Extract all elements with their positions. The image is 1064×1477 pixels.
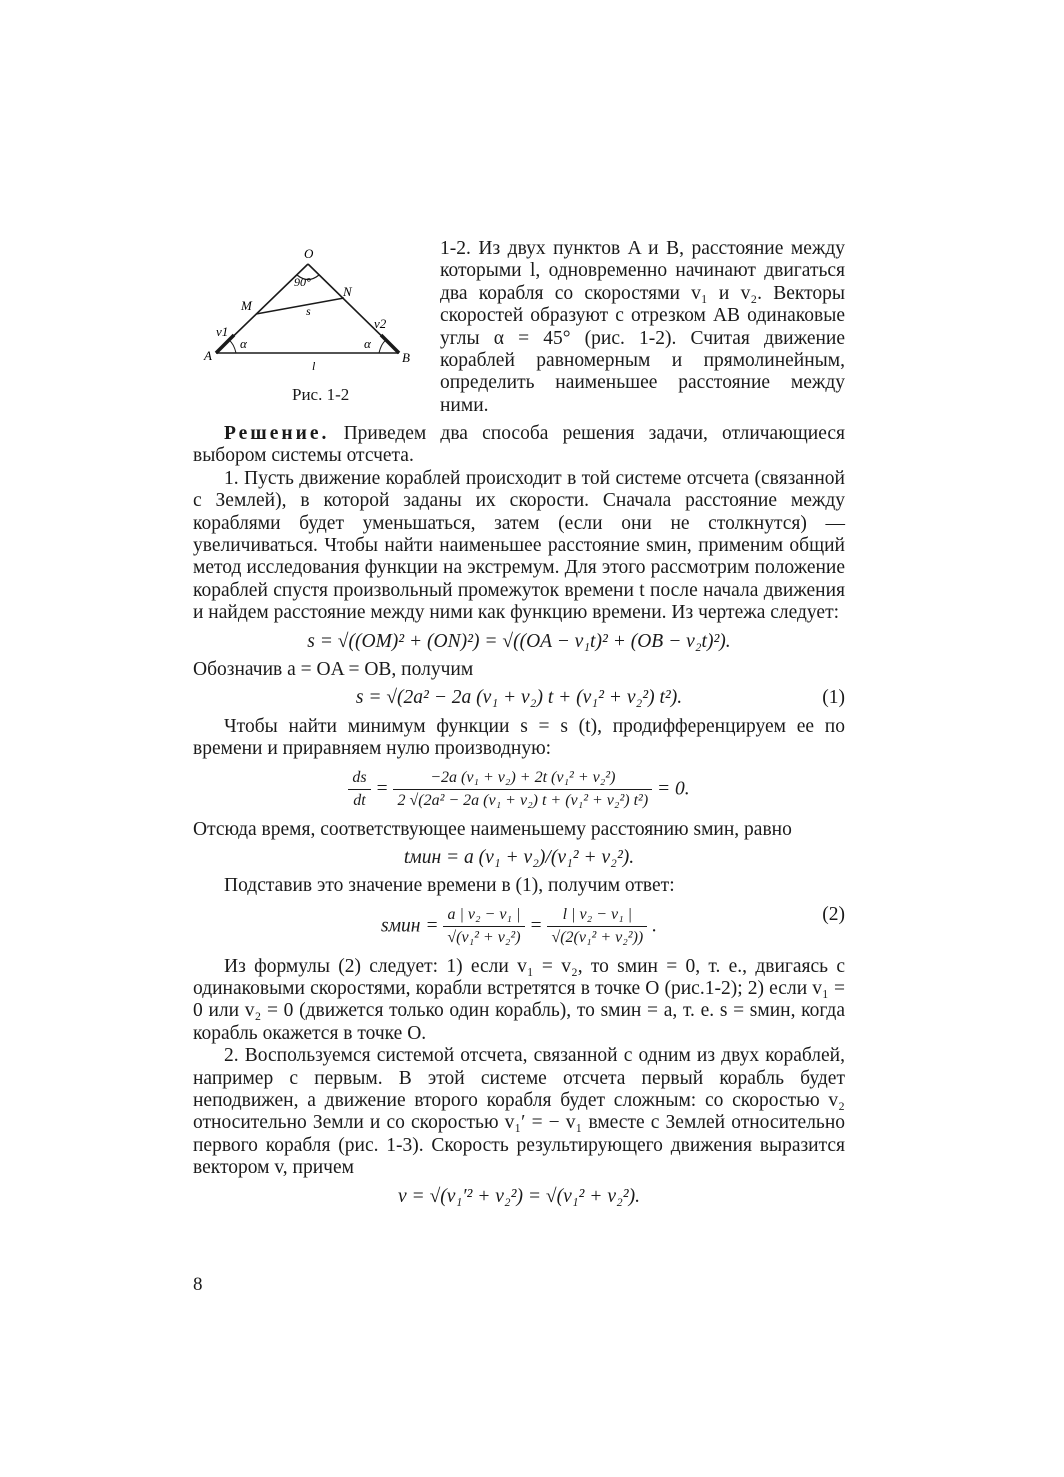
- paragraph-method-2: 2. Воспользуемся системой отсчета, связанной с одним из двух кораблей, например с первым. В этой системе отсчета первый корабль будет неподвижен, а движение второго корабля будет сложным: со скоростью v₂ относительно Земли и со скоростью v₁′ = − v₁ вместе с Землей относительно первого корабля (рис. 1-3). Скорость результирующего движения выразится вектором v, причем: [193, 1045, 845, 1179]
- fraction-derivative: $\frac{\text{−2a (v₁ + v₂) + 2t (v₁² + v₂²)}}{\text{2 √(2a² − 2a (v₁ + v₂) t + (v₁² + v₂²) t²)}}$: [393, 767, 652, 813]
- paragraph-consequences: Из формулы (2) следует: 1) если v₁ = v₂, то sмин = 0, т. е., двигаясь с одинаковыми скоростями, корабли встретятся в точке O (рис.1-2); 2) если v₁ = 0 или v₂ = 0 (движется только один корабль), то sмин = a, т. е. s = sмин, когда корабль окажется в точке O.: [193, 955, 845, 1044]
- label-l: l: [312, 359, 316, 373]
- paragraph-substitute: Подставив это значение времени в (1), получим ответ:: [224, 875, 675, 897]
- label-alpha-left: α: [240, 336, 247, 351]
- angle-arc-a: [229, 340, 236, 353]
- label-angle: 90°: [294, 275, 311, 289]
- figure-1-2: [196, 240, 416, 440]
- label-a: A: [204, 348, 212, 363]
- paragraph-method-1: 1. Пусть движение кораблей происходит в той системе отсчета (связанной с Землей), в которой заданы их скорости. Сначала расстояние между кораблями будет уменьшаться, затем (если они не столкнутся) — увеличиваться. Чтобы найти наименьшее расстояние sмин, применим общий метод исследования функции на экстремум. Для этого рассмотрим положение кораблей спустя произвольный промежуток времени t после начала движения и найдем расстояние между ними как функцию времени. Из чертежа следует:: [193, 467, 845, 624]
- label-n: N: [343, 284, 352, 299]
- fraction-ds-dt: $\frac{ds}{dt}$: [348, 767, 370, 813]
- fraction-answer-a: $\frac{\text{a | v₂ − v₁ |}}{\text{√(v₁² + v₂²)}}$: [443, 904, 524, 950]
- equation-derivative: $\frac{ds}{dt}$ = $\frac{\text{−2a (v₁ + v₂) + 2t (v₁² + v₂²)}}{\text{2 √(2a² − 2a (v₁ + v₂) t + (v₁² + v₂²) t²)}}$ = 0.: [193, 767, 845, 813]
- segment-mn: [256, 298, 344, 314]
- equation-v: v = √(v₁′² + v₂²) = √(v₁² + v₂²).: [398, 1185, 640, 1207]
- label-alpha-right: α: [364, 336, 371, 351]
- vector-v2: [381, 335, 399, 353]
- label-b: B: [402, 350, 410, 365]
- solution-intro: Решение. Приведем два способа решения задачи, отличающиеся выбором системы отсчета.: [193, 423, 845, 467]
- label-m: M: [241, 298, 252, 313]
- equation-number-1: (1): [822, 687, 845, 709]
- equation-t-min: tмин = a (v₁ + v₂)/(v₁² + v₂²).: [403, 846, 635, 868]
- problem-statement: 1-2. Из двух пунктов A и B, расстояние между которыми l, одновременно начинают двигаться два корабля со скоростями v₁ и v₂. Векторы скоростей образуют с отрезком AB одинаковые углы α = 45° (рис. 1-2). Считая движение кораблей равномерным и прямолинейным, определить наименьшее расстояние между ними.: [440, 238, 845, 416]
- page-number: 8: [193, 1274, 203, 1295]
- equation-1: s = √(2a² − 2a (v₁ + v₂) t + (v₁² + v₂²) t²). (1): [355, 687, 845, 709]
- solution-heading: Решение.: [224, 423, 330, 444]
- paragraph-denote: Обозначив a = OA = OB, получим: [193, 659, 474, 681]
- equation-number-2: (2): [822, 903, 845, 925]
- figure-caption: Рис. 1-2: [292, 385, 350, 404]
- label-v2: v2: [374, 316, 387, 331]
- label-o: O: [304, 246, 314, 261]
- paragraph-time: Отсюда время, соответствующее наименьшему расстоянию sмин, равно: [193, 818, 792, 840]
- angle-arc-b: [379, 340, 386, 353]
- equation-2: sмин = $\frac{\text{a | v₂ − v₁ |}}{\text{√(v₁² + v₂²)}}$ = $\frac{\text{l | v₂ − v₁ |}}{\text{√(2(v₁² + v₂²))}}$ . (2): [193, 904, 845, 950]
- solution: [193, 423, 845, 1214]
- label-v1: v1: [216, 324, 229, 339]
- fraction-answer-l: $\frac{\text{l | v₂ − v₁ |}}{\text{√(2(v₁² + v₂²))}}$: [547, 904, 647, 950]
- equation-distance: s = √((OM)² + (ON)²) = √((OA − v₁t)² + (OB − v₂t)²).: [307, 630, 731, 652]
- paragraph-minimum: Чтобы найти минимум функции s = s (t), продифференцируем ее по времени и приравняем нулю производную:: [193, 715, 845, 760]
- label-s: s: [306, 304, 311, 318]
